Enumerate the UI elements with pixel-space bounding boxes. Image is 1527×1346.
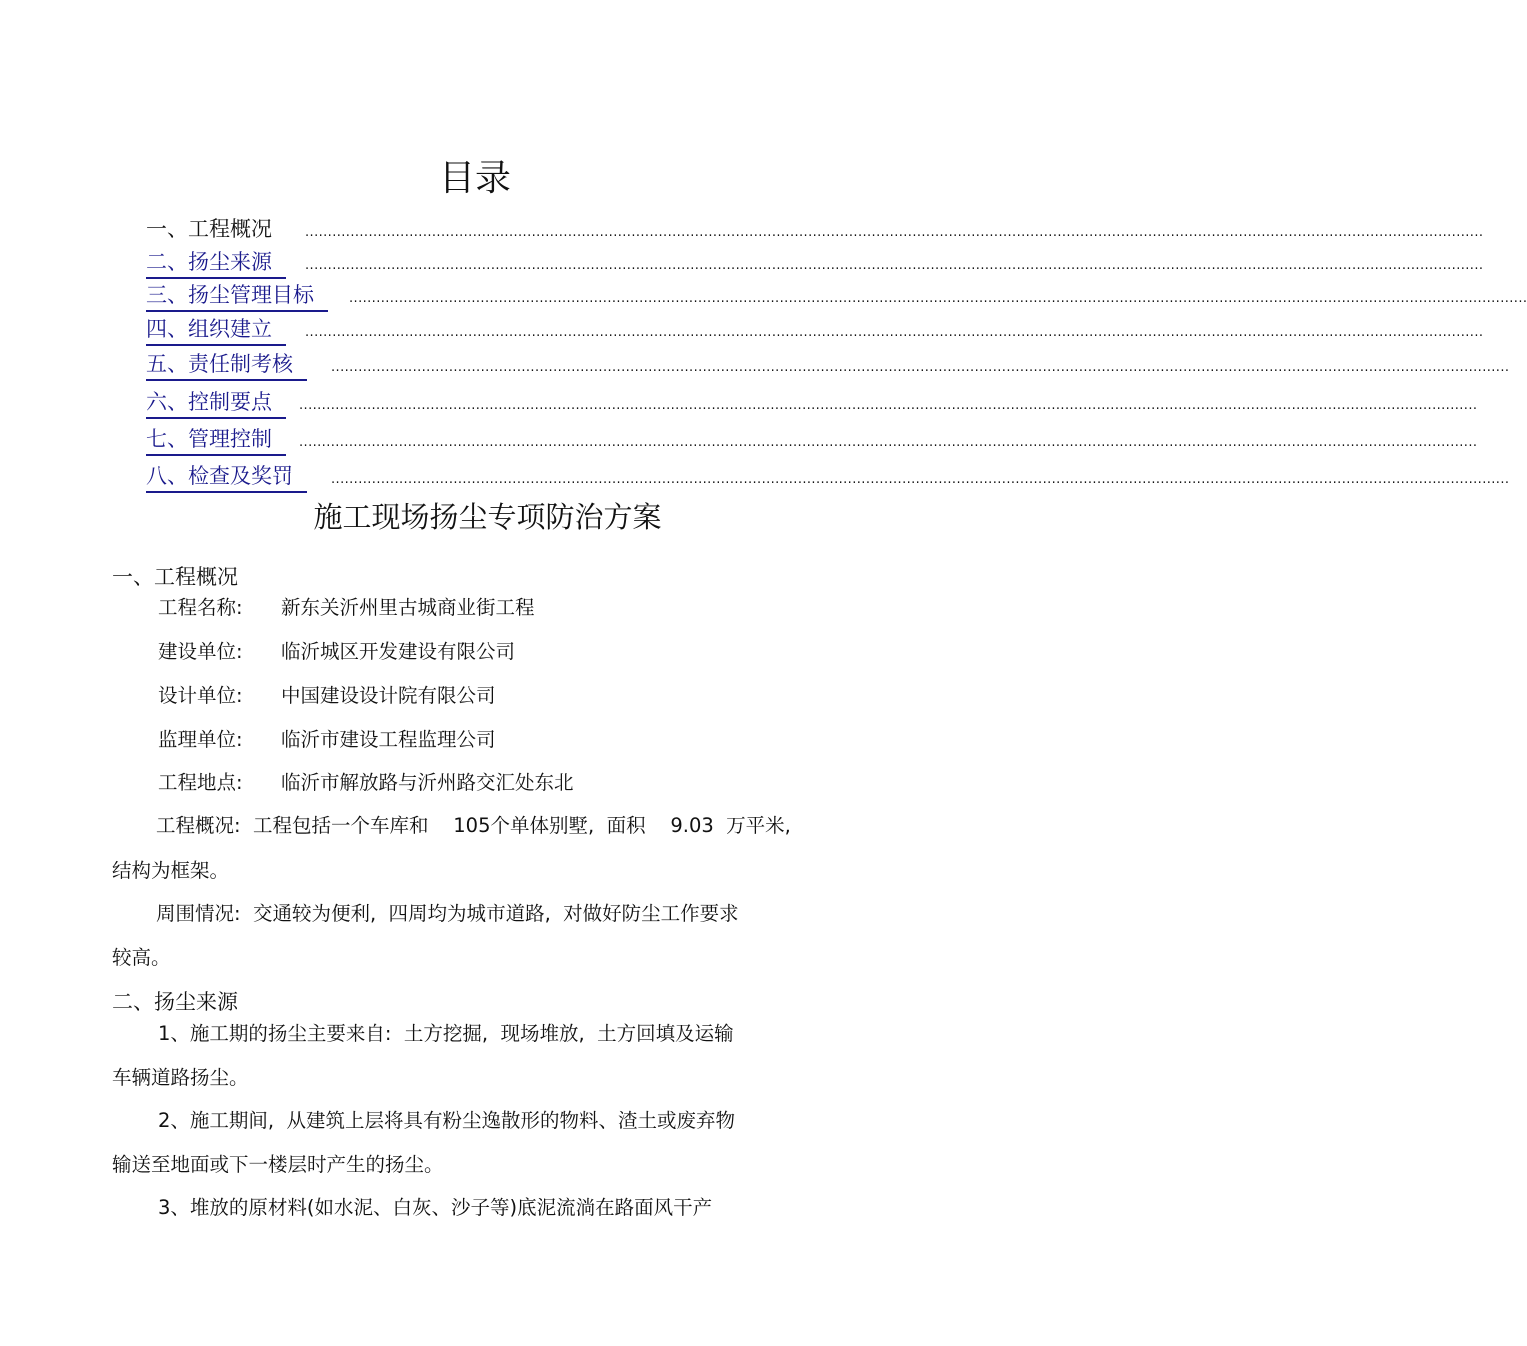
overview-paragraph-line-2: 结构为框架。 <box>112 859 230 882</box>
toc-dot-leader: .................................................................................................................................................................................................................................................................... <box>299 435 1478 450</box>
toc-entry-inspection-rewards[interactable] <box>146 462 1510 492</box>
document-title: 施工现场扬尘专项防治方案 <box>313 500 662 534</box>
toc-entry-label[interactable]: 三、扬尘管理目标 <box>146 281 328 312</box>
field-value-supervision-unit: 临沂市建设工程监理公司 <box>281 728 496 751</box>
toc-entry-responsibility[interactable] <box>146 350 1510 380</box>
field-value-construction-unit: 临沂城区开发建设有限公司 <box>281 640 516 663</box>
field-value-project-name: 新东关沂州里古城商业街工程 <box>281 596 535 619</box>
toc-dot-leader: .................................................................................................................................................................................................................................................................... <box>299 398 1478 413</box>
field-label-project-name: 工程名称: <box>158 596 243 619</box>
toc-entry-label[interactable]: 八、检查及奖罚 <box>146 462 307 493</box>
dust-source-item-2-line-1: 2、施工期间, 从建筑上层将具有粉尘逸散形的物料、渣土或废弃物 <box>158 1109 736 1132</box>
dust-source-item-1-line-2: 车辆道路扬尘。 <box>112 1066 249 1089</box>
overview-paragraph-line-1: 工程概况: 工程包括一个车库和 105个单体别墅, 面积 9.03 万平米, <box>156 814 791 837</box>
toc-entry-control-points[interactable] <box>146 388 1478 418</box>
toc-dot-leader: .................................................................................................................................................................................................................................................................... <box>305 225 1484 240</box>
toc-entry-dust-goals[interactable] <box>146 281 1527 311</box>
field-value-design-unit: 中国建设设计院有限公司 <box>281 684 496 707</box>
toc-title: 目录 <box>438 158 511 199</box>
toc-entry-label[interactable]: 五、责任制考核 <box>146 350 307 381</box>
field-label-construction-unit: 建设单位: <box>158 640 243 663</box>
field-label-project-location: 工程地点: <box>158 771 243 794</box>
field-label-supervision-unit: 监理单位: <box>158 728 243 751</box>
toc-entry-management-control[interactable] <box>146 425 1478 455</box>
dust-source-item-2-line-2: 输送至地面或下一楼层时产生的扬尘。 <box>112 1153 444 1176</box>
toc-dot-leader: .................................................................................................................................................................................................................................................................... <box>349 291 1527 306</box>
toc-dot-leader: .................................................................................................................................................................................................................................................................... <box>305 325 1484 340</box>
toc-dot-leader: .................................................................................................................................................................................................................................................................... <box>331 360 1510 375</box>
toc-entry-organization[interactable] <box>146 315 1484 345</box>
field-label-design-unit: 设计单位: <box>158 684 243 707</box>
surroundings-paragraph-line-2: 较高。 <box>112 946 171 969</box>
toc-entry-label[interactable]: 二、扬尘来源 <box>146 248 286 279</box>
toc-entry-label: 一、工程概况 <box>146 217 272 241</box>
toc-entry-overview <box>146 215 1484 245</box>
dust-source-item-3-line-1: 3、堆放的原材料(如水泥、白灰、沙子等)底泥流淌在路面风干产 <box>158 1196 713 1219</box>
section-heading-dust-sources: 二、扬尘来源 <box>112 990 238 1014</box>
toc-entry-label[interactable]: 四、组织建立 <box>146 315 286 346</box>
section-heading-project-overview: 一、工程概况 <box>112 565 238 589</box>
toc-dot-leader: .................................................................................................................................................................................................................................................................... <box>331 472 1510 487</box>
toc-entry-label[interactable]: 六、控制要点 <box>146 388 286 419</box>
dust-source-item-1-line-1: 1、施工期的扬尘主要来自: 土方挖掘, 现场堆放, 土方回填及运输 <box>158 1022 734 1045</box>
toc-entry-label[interactable]: 七、管理控制 <box>146 425 286 456</box>
field-value-project-location: 临沂市解放路与沂州路交汇处东北 <box>281 771 574 794</box>
toc-entry-dust-sources[interactable] <box>146 248 1484 278</box>
surroundings-paragraph-line-1: 周围情况: 交通较为便利, 四周均为城市道路, 对做好防尘工作要求 <box>156 902 739 925</box>
toc-dot-leader: .................................................................................................................................................................................................................................................................... <box>305 258 1484 273</box>
